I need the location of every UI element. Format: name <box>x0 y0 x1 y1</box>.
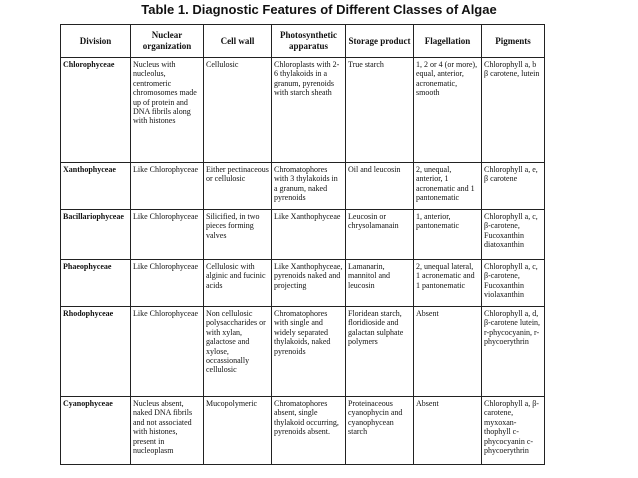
header-flagellation: Flagellation <box>414 25 482 58</box>
division-cell: Rhodophyceae <box>61 307 131 397</box>
table-row <box>61 260 545 307</box>
photosynthetic-cell: Like Xanthophyceae, pyrenoids naked and projecting <box>272 260 346 307</box>
pigments-cell: Chlorophyll a, b β carotene, lutein <box>482 58 545 163</box>
storage-cell: Oil and leucosin <box>346 163 414 210</box>
division-cell: Xanthophyceae <box>61 163 131 210</box>
nuclear-cell: Like Chlorophyceae <box>131 307 204 397</box>
pigments-cell: Chlorophyll a, d, β-carotene lutein, r-phycocyanin, r-phycoerythrin <box>482 307 545 397</box>
photosynthetic-cell: Like Xanthophyceae <box>272 210 346 260</box>
header-row <box>61 25 545 58</box>
photosynthetic-cell: Chloroplasts with 2-6 thylakoids in a granum, pyrenoids with starch sheath <box>272 58 346 163</box>
division-cell: Chlorophyceae <box>61 58 131 163</box>
table-row <box>61 163 545 210</box>
flagellation-cell: 1, anterior, pantonematic <box>414 210 482 260</box>
flagellation-cell: Absent <box>414 307 482 397</box>
photosynthetic-cell: Chromatophores with 3 thylakoids in a granum, naked pyrenoids <box>272 163 346 210</box>
pigments-cell: Chlorophyll a, e, β carotene <box>482 163 545 210</box>
pigments-cell: Chlorophyll a, β-carotene, myxoxan-thophyll c-phycocyanin c-phycoerythrin <box>482 397 545 465</box>
flagellation-cell: Absent <box>414 397 482 465</box>
nuclear-cell: Nucleus absent, naked DNA fibrils and not associated with histones, present in nucleoplasm <box>131 397 204 465</box>
header-storage-product: Storage product <box>346 25 414 58</box>
storage-cell: True starch <box>346 58 414 163</box>
flagellation-cell: 2, unequal lateral, 1 acronematic and 1 pantonematic <box>414 260 482 307</box>
division-cell: Phaeophyceae <box>61 260 131 307</box>
pigments-cell: Chlorophyll a, c, β-carotene, Fucoxanthin violaxanthin <box>482 260 545 307</box>
nuclear-cell: Nucleus with nucleolus, centromeric chromosomes made up of protein and DNA fibrils along with histones <box>131 58 204 163</box>
division-cell: Bacillariophyceae <box>61 210 131 260</box>
cell-wall-cell: Either pectinaceous or cellulosic <box>204 163 272 210</box>
cell-wall-cell: Silicified, in two pieces forming valves <box>204 210 272 260</box>
nuclear-cell: Like Chlorophyceae <box>131 163 204 210</box>
header-division: Division <box>61 25 131 58</box>
nuclear-cell: Like Chlorophyceae <box>131 260 204 307</box>
table-row <box>61 210 545 260</box>
header-pigments: Pigments <box>482 25 545 58</box>
storage-cell: Leucosin or chrysolamanain <box>346 210 414 260</box>
algae-features-table <box>60 24 545 465</box>
table-title: Table 1. Diagnostic Features of Different Classes of Algae <box>141 2 497 17</box>
pigments-cell: Chlorophyll a, c, β-carotene, Fucoxanthin diatoxanthin <box>482 210 545 260</box>
table-row <box>61 397 545 465</box>
storage-cell: Floridean starch, floridioside and galactan sulphate polymers <box>346 307 414 397</box>
nuclear-cell: Like Chlorophyceae <box>131 210 204 260</box>
flagellation-cell: 1, 2 or 4 (or more), equal, anterior, acronematic, smooth <box>414 58 482 163</box>
photosynthetic-cell: Chromatophores absent, single thylakoid occurring, pyrenoids absent. <box>272 397 346 465</box>
storage-cell: Lamanarin, mannitol and leucosin <box>346 260 414 307</box>
cell-wall-cell: Cellulosic <box>204 58 272 163</box>
header-cell-wall: Cell wall <box>204 25 272 58</box>
table-row <box>61 307 545 397</box>
cell-wall-cell: Cellulosic with alginic and fucinic acids <box>204 260 272 307</box>
flagellation-cell: 2, unequal, anterior, 1 acronematic and 1 pantonematic <box>414 163 482 210</box>
cell-wall-cell: Mucopolymeric <box>204 397 272 465</box>
division-cell: Cyanophyceae <box>61 397 131 465</box>
cell-wall-cell: Non cellulosic polysaccharides or with xylan, galactose and xylose, occassionally cellulosic <box>204 307 272 397</box>
table-row <box>61 58 545 163</box>
photosynthetic-cell: Chromatophores with single and widely separated thylakoids, naked pyrenoids <box>272 307 346 397</box>
header-photosynthetic-apparatus: Photosynthetic apparatus <box>272 25 346 58</box>
storage-cell: Proteinaceous cyanophycin and cyanophycean starch <box>346 397 414 465</box>
header-nuclear-organization: Nuclear organization <box>131 25 204 58</box>
